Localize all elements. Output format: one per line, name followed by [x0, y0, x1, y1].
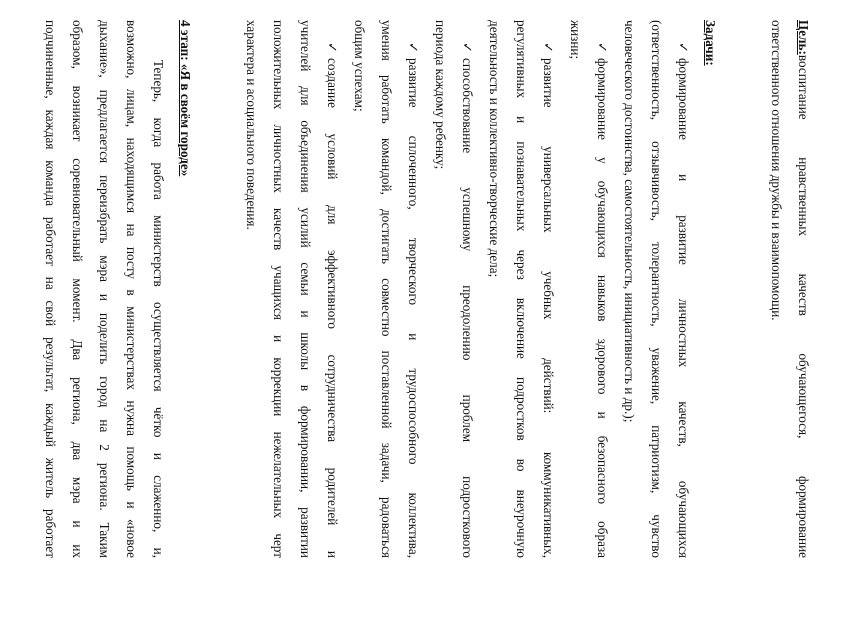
task-item-text: учителей для объединения усилий семьи и школы в формировании, развитии	[298, 20, 313, 558]
task-item-text: характера и асоциального поведения.	[244, 20, 259, 230]
stage4-paragraph-line: подчиненные, каждая команда работает на свой результат, каждый житель работает	[43, 20, 58, 558]
task-item	[346, 20, 427, 558]
stage4-paragraph-line: Теперь, когда работа министерств осуществляется чётко и слаженно, и,	[151, 60, 166, 558]
task-item-line	[292, 20, 319, 558]
task-item	[562, 20, 616, 558]
task-item	[481, 20, 562, 558]
checkmark-icon: ✓	[405, 42, 420, 53]
task-item-line	[643, 20, 670, 558]
task-item	[427, 20, 481, 558]
task-item-line	[454, 20, 481, 558]
task-item-text: развитие сплоченного, творческого и трудоспособного коллектива,	[406, 58, 421, 558]
stage4-paragraph-line: дыхание», предлагается переизбрать мэра и поделить город на 2 региона. Таким	[97, 20, 112, 558]
task-item-line	[319, 20, 346, 558]
task-item-text: (ответственность, отзывчивость, толерантность, уважение, патриотизм, чувство	[649, 20, 664, 558]
task-item-line	[670, 20, 697, 558]
checkmark-icon: ✓	[594, 42, 609, 53]
checkmark-icon: ✓	[675, 42, 690, 53]
stage4-paragraph-line: возможно, лицам, находящимся на посту в министерствах нужна помощь и «новое	[124, 20, 139, 558]
task-item-text: человеческого достоинства, самостоятельность, инициативность и др.);	[622, 20, 637, 423]
checkmark-icon: ✓	[324, 42, 339, 53]
task-item-line	[265, 20, 292, 558]
task-item-text: жизни;	[568, 20, 583, 60]
task-item-text: деятельность и коллективно-творческие дела;	[487, 20, 502, 278]
task-item-line	[481, 20, 508, 558]
task-item-text: создание условий для эффективного сотрудничества родителей и	[325, 58, 340, 558]
stage4-paragraph-line: образом, возникает соревновательный момент. Два региона, два мэра и их	[70, 20, 85, 558]
task-item-line	[589, 20, 616, 558]
task-item-text: общим успехам;	[352, 20, 367, 112]
task-item-line	[373, 20, 400, 558]
tasks-list	[238, 20, 697, 558]
task-item-text: формирование и развитие личностных качеств, обучающихся	[676, 58, 691, 558]
goal-line-1	[790, 20, 817, 558]
task-item-line	[535, 20, 562, 558]
goal-label: Цель:	[796, 20, 811, 55]
task-item	[616, 20, 697, 558]
task-item-text: положительных личностных качеств учащихся и коррекции нежелательных черт	[271, 20, 286, 558]
tasks-heading: Задачи:	[703, 20, 718, 66]
checkmark-icon: ✓	[459, 42, 474, 53]
stage4-heading-line	[172, 20, 199, 558]
task-item-line	[508, 20, 535, 558]
task-item-line	[427, 20, 454, 558]
task-item-line	[238, 20, 265, 558]
task-item-line	[616, 20, 643, 558]
task-item-text: формирование у обучающихся навыков здорового и безопасного образа	[595, 58, 610, 558]
goal-line-2: ответственного отношения дружбы и взаимопомощи.	[769, 20, 784, 321]
checkmark-icon: ✓	[540, 42, 555, 53]
task-item-text: периода каждому ребенку;	[433, 20, 448, 170]
task-item-line	[562, 20, 589, 558]
task-item-line	[346, 20, 373, 558]
task-item-text: регулятивных и познавательных через включение подростков во внеурочную	[514, 20, 529, 558]
task-item-text: развитие универсальных учебных действий: коммуникативных,	[541, 58, 556, 558]
stage4-body	[37, 20, 172, 558]
task-item-line	[400, 20, 427, 558]
tasks-heading-line	[697, 20, 724, 558]
task-item	[238, 20, 346, 558]
task-item-text: умения работать командой, достигать совместно поставленной задачи, радоваться	[379, 20, 394, 558]
stage4-heading: 4 этап: «Я в своём городе»	[178, 20, 193, 177]
task-item-text: способствование успешному преодолению проблем подросткового	[460, 58, 475, 558]
goal-text: воспитание нравственных качеств обучающегося, формирование	[796, 54, 811, 558]
